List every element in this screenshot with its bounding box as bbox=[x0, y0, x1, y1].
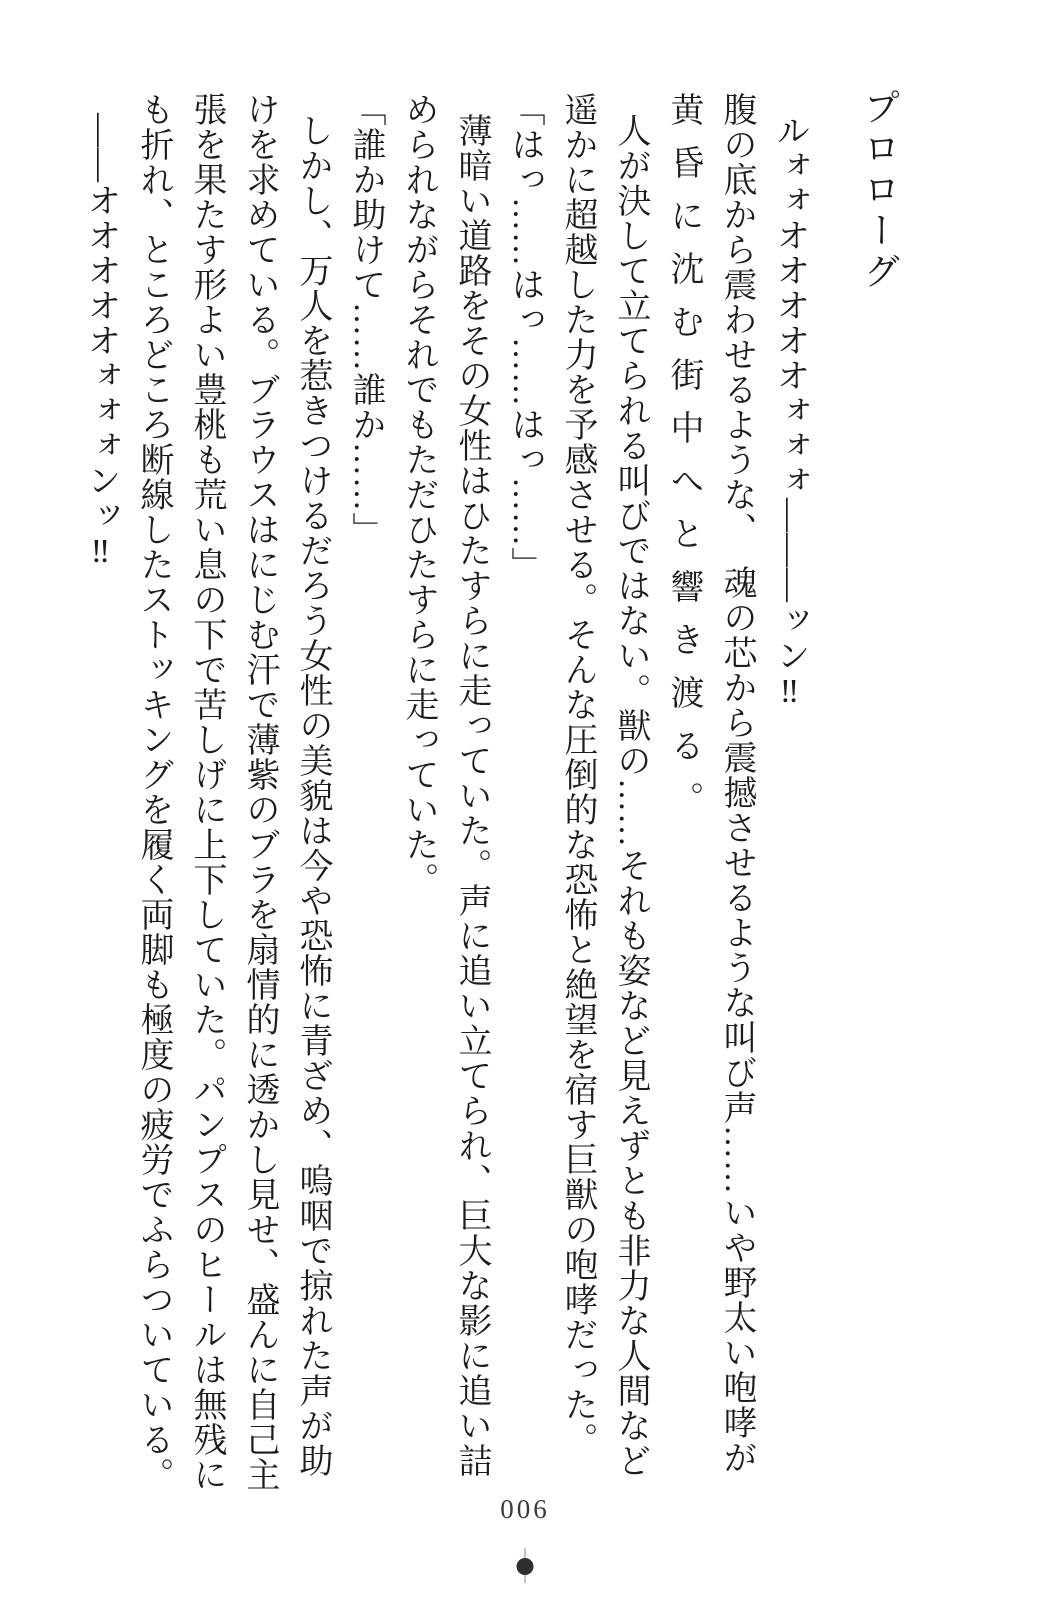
ornament-stem-bottom bbox=[525, 1575, 526, 1583]
binding-mark-icon bbox=[517, 1548, 534, 1583]
text-line: 「誰か助けて……誰か……」 bbox=[347, 92, 384, 547]
ornament-dot bbox=[517, 1558, 534, 1575]
ornament-stem-top bbox=[525, 1548, 526, 1558]
text-line: められながらそれでもただひたすらに走っていた。 bbox=[400, 92, 437, 897]
text-line: 「はっ……はっ……はっ……」 bbox=[506, 92, 543, 582]
text-line: しかし、万人を惹きつけるだろう女性の美貌は今や恐怖に青ざめ、嗚咽で掠れた声が助 bbox=[294, 113, 331, 1478]
text-line: 腹の底から震わせるような、 魂の芯から震撼させるような叫び声……いや野太い咆哮が bbox=[718, 92, 755, 1475]
page-title: プロローグ bbox=[858, 88, 899, 293]
page-number: 006 bbox=[500, 1494, 550, 1524]
text-line: ――オオオオオォォォンッ‼ bbox=[82, 113, 119, 571]
text-line: 張を果たす形よい豊桃も荒い息の下で苦しげに上下していた。パンプスのヒールは無残に bbox=[188, 92, 225, 1492]
text-line: 人が決して立てられる叫びではない。獣の……それも姿など見えずとも非力な人間など bbox=[612, 113, 649, 1478]
text-line: ルォォオオオオオォォォ―――ッン‼ bbox=[771, 113, 808, 711]
text-block bbox=[74, 88, 907, 1492]
text-line: 遥かに超越した力を予感させる。そんな圧倒的な恐怖と絶望を宿す巨獣の咆哮だった。 bbox=[559, 92, 596, 1457]
text-line: も折れ、ところどころ断線したストッキングを履く両脚も極度の疲労でふらついている。 bbox=[135, 92, 172, 1492]
text-line: 薄暗い道路をその女性はひたすらに走っていた。声に追い立てられ、巨大な影に追い詰 bbox=[453, 113, 490, 1478]
text-line: 黄昏に沈む街中へと響き渡る。 bbox=[665, 92, 702, 834]
text-line: けを求めている。ブラウスはにじむ汗で薄紫のブラを扇情的に透かし見せ、盛んに自己主 bbox=[241, 92, 278, 1492]
